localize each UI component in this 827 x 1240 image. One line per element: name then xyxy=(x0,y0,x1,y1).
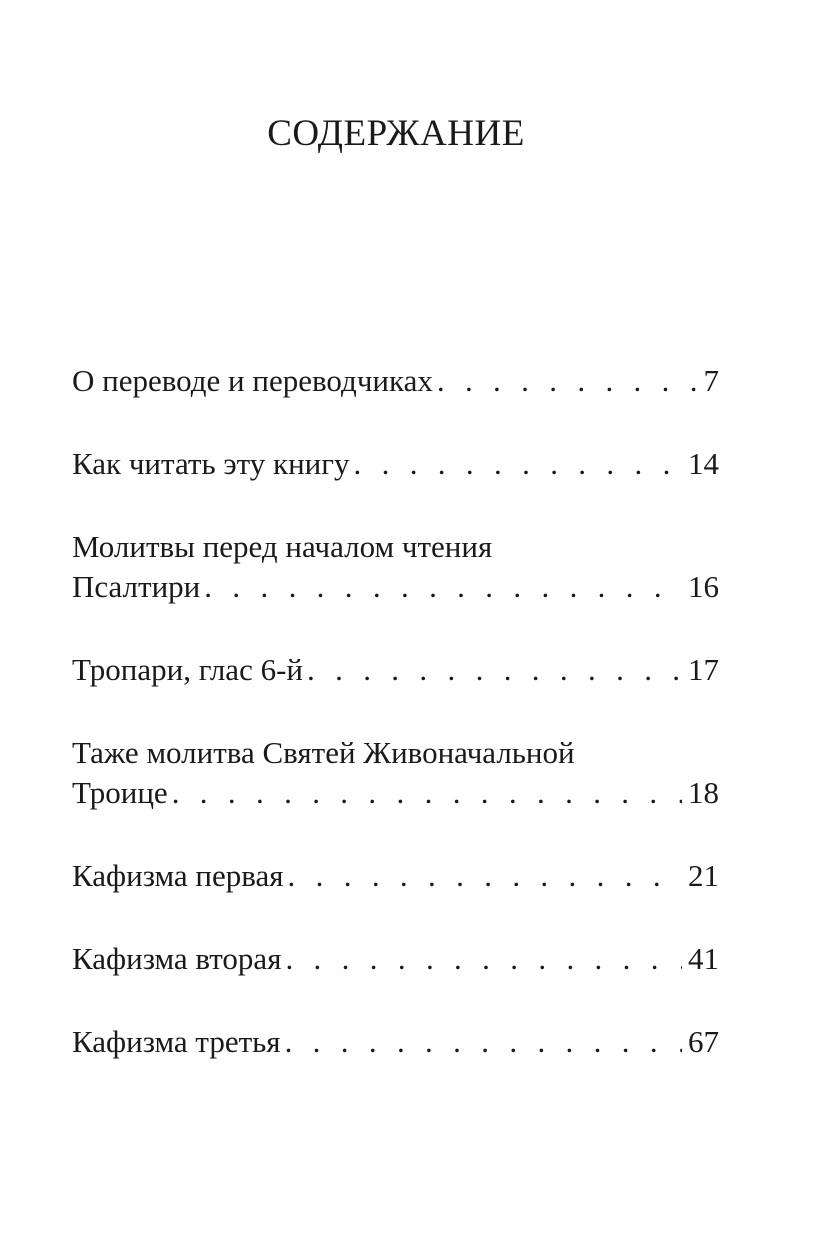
page-number: 7 xyxy=(703,363,719,398)
page-number: 17 xyxy=(688,652,719,687)
toc-entry[interactable] xyxy=(72,650,719,690)
dot-leader xyxy=(204,567,682,607)
toc-entry[interactable] xyxy=(72,733,719,813)
dot-leader xyxy=(354,444,683,484)
dot-leader xyxy=(172,773,682,813)
toc-entry[interactable] xyxy=(72,444,719,484)
entry-title: О переводе и переводчиках xyxy=(72,363,433,398)
dot-leader xyxy=(307,650,682,690)
dot-leader xyxy=(437,361,698,401)
page-title: СОДЕРЖАНИЕ xyxy=(267,113,525,154)
entry-title: Кафизма вторая xyxy=(72,941,282,976)
page-number: 41 xyxy=(688,941,719,976)
toc-entry[interactable] xyxy=(72,856,719,896)
page-number: 16 xyxy=(688,569,719,604)
page-number: 18 xyxy=(688,775,719,810)
entry-title-cont: Псалтири xyxy=(72,569,201,604)
dot-leader xyxy=(285,1022,682,1062)
entry-title: Тропари, глас 6-й xyxy=(72,652,303,687)
toc-entry[interactable] xyxy=(72,1022,719,1062)
toc-entry[interactable] xyxy=(72,939,719,979)
toc-entry[interactable] xyxy=(72,527,719,607)
page-number: 14 xyxy=(688,446,719,481)
entry-title-cont: Троице xyxy=(72,775,168,810)
dot-leader xyxy=(285,939,682,979)
page-number: 21 xyxy=(688,858,719,893)
toc-entry[interactable] xyxy=(72,361,719,401)
entry-title: Кафизма третья xyxy=(72,1024,281,1059)
entry-title: Таже молитва Святей Живоначальной xyxy=(72,735,575,770)
page-number: 67 xyxy=(688,1024,719,1059)
entry-title: Молитвы перед началом чтения xyxy=(72,529,493,564)
entry-title: Как читать эту книгу xyxy=(72,446,350,481)
entry-title: Кафизма первая xyxy=(72,858,284,893)
dot-leader xyxy=(288,856,682,896)
